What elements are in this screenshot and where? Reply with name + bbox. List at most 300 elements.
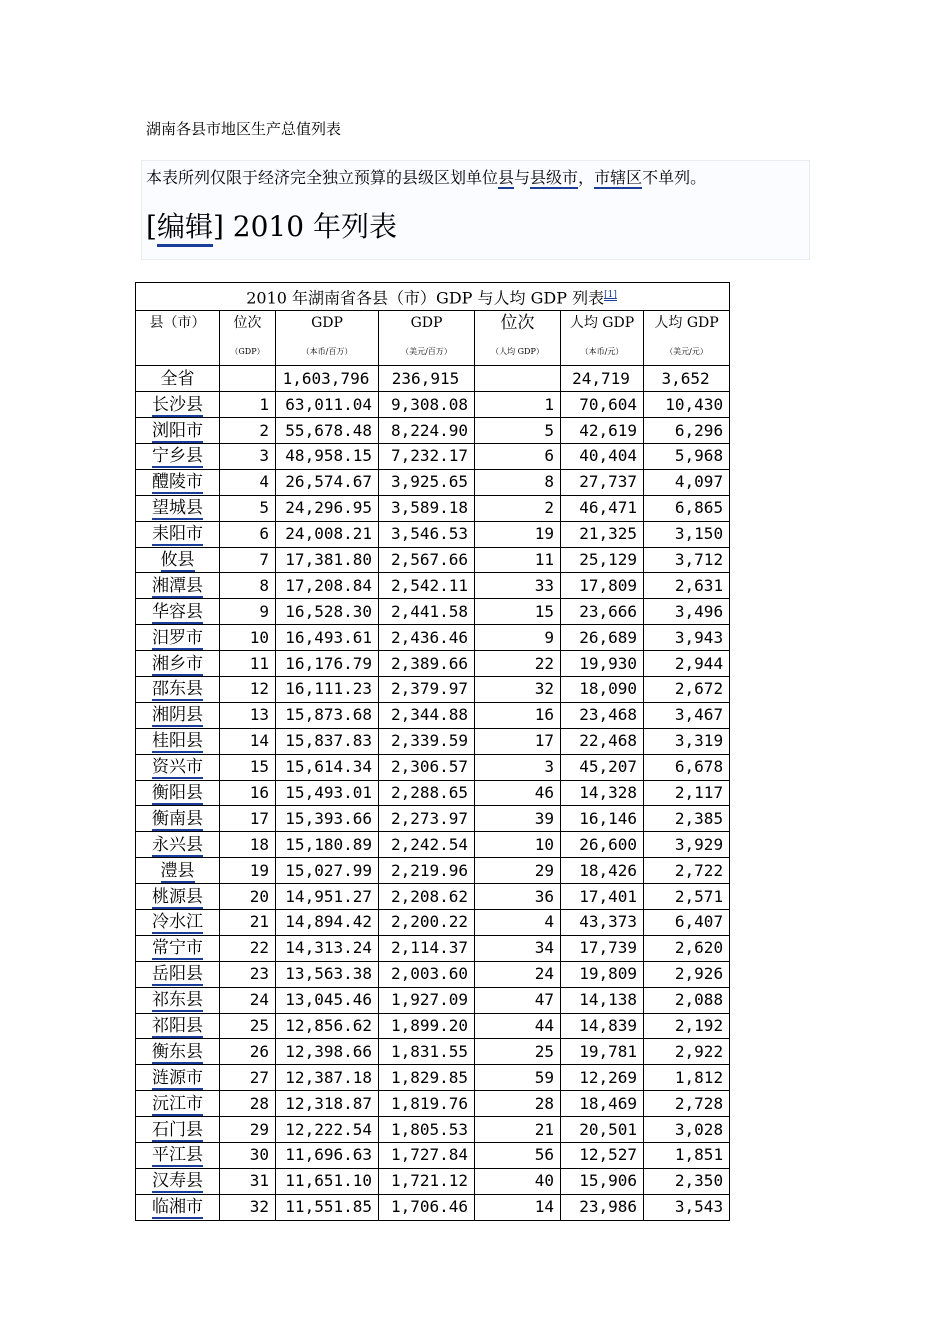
table-cell-rank-pc: 8 [475, 469, 561, 495]
table-cell-pc-usd: 3,319 [644, 728, 730, 754]
table-cell-pc-cny: 42,619 [561, 418, 644, 444]
table-cell-rank: 24 [220, 987, 276, 1013]
table-cell-gdp-cny: 24,008.21 [276, 521, 379, 547]
column-header [220, 311, 276, 366]
table-cell-gdp-usd: 2,242.54 [379, 832, 475, 858]
table-cell-gdp-usd: 1,706.46 [379, 1194, 475, 1220]
table-cell-rank-pc: 47 [475, 987, 561, 1013]
county-link[interactable]: 衡阳县 [152, 783, 203, 804]
table-cell-pc-cny: 14,839 [561, 1013, 644, 1039]
county-link[interactable]: 长沙县 [152, 394, 203, 415]
table-cell-gdp-cny: 12,387.18 [276, 1065, 379, 1091]
county-name-cell [136, 521, 220, 547]
table-cell-gdp-usd: 3,546.53 [379, 521, 475, 547]
county-link[interactable]: 汨罗市 [152, 627, 203, 648]
table-caption-text: 2010 年湖南省各县（市）GDP 与人均 GDP 列表 [246, 288, 605, 308]
table-cell-gdp-usd: 7,232.17 [379, 444, 475, 470]
county-name-cell [136, 702, 220, 728]
column-header [379, 311, 475, 366]
table-cell-gdp-cny: 17,381.80 [276, 547, 379, 573]
table-cell-rank: 32 [220, 1194, 276, 1220]
table-cell-rank: 3 [220, 444, 276, 470]
table-cell-pc-usd: 2,088 [644, 987, 730, 1013]
table-row [136, 961, 730, 987]
table-cell-pc-cny: 23,666 [561, 599, 644, 625]
table-cell-pc-cny: 17,401 [561, 884, 644, 910]
intro-note [146, 165, 706, 188]
table-cell-pc-usd: 4,097 [644, 469, 730, 495]
table-cell-pc-usd: 2,926 [644, 961, 730, 987]
table-cell-gdp-cny: 26,574.67 [276, 469, 379, 495]
table-cell-rank-pc: 21 [475, 1117, 561, 1143]
table-cell-gdp-cny: 15,027.99 [276, 858, 379, 884]
county-name-cell [136, 444, 220, 470]
county-link[interactable]: 永兴县 [152, 834, 203, 855]
table-cell-gdp-cny: 11,551.85 [276, 1194, 379, 1220]
table-cell-rank-pc: 11 [475, 547, 561, 573]
table-cell-rank-pc: 16 [475, 702, 561, 728]
county-link[interactable]: 望城县 [152, 498, 203, 519]
county-name-cell [136, 625, 220, 651]
county-link[interactable]: 衡东县 [152, 1041, 203, 1062]
column-header [136, 311, 220, 366]
table-cell-pc-usd: 2,672 [644, 677, 730, 703]
county-name-cell [136, 1194, 220, 1220]
county-name-cell [136, 806, 220, 832]
county-name-cell [136, 573, 220, 599]
table-cell-gdp-cny: 11,696.63 [276, 1143, 379, 1169]
county-name-cell [136, 935, 220, 961]
table-row [136, 418, 730, 444]
table-row [136, 754, 730, 780]
table-cell-rank-pc: 4 [475, 910, 561, 936]
table-cell-rank: 21 [220, 910, 276, 936]
table-cell-pc-usd: 3,652 [644, 366, 730, 392]
table-cell-gdp-cny: 24,296.95 [276, 495, 379, 521]
county-name-cell [136, 858, 220, 884]
table-cell-rank: 18 [220, 832, 276, 858]
table-cell-gdp-usd: 2,219.96 [379, 858, 475, 884]
table-cell-rank: 27 [220, 1065, 276, 1091]
table-cell-gdp-usd: 2,379.97 [379, 677, 475, 703]
table-cell-gdp-cny: 15,493.01 [276, 780, 379, 806]
table-cell-gdp-cny: 1,603,796 [276, 366, 379, 392]
county-link[interactable]: 祁东县 [152, 990, 203, 1011]
county-link[interactable]: 湘乡市 [152, 653, 203, 674]
county-name-cell [136, 1143, 220, 1169]
table-cell-pc-usd: 3,943 [644, 625, 730, 651]
county-name-cell [136, 392, 220, 418]
table-row [136, 1091, 730, 1117]
table-cell-rank [220, 366, 276, 392]
table-cell-pc-usd: 2,385 [644, 806, 730, 832]
table-cell-gdp-cny: 16,176.79 [276, 651, 379, 677]
table-row [136, 806, 730, 832]
table-cell-pc-cny: 23,986 [561, 1194, 644, 1220]
column-header-unit: （本币/百万） [301, 347, 353, 357]
county-name-cell: 全省 [136, 366, 220, 392]
table-cell-rank-pc: 2 [475, 495, 561, 521]
county-link[interactable]: 攸县 [160, 550, 195, 570]
table-row [136, 469, 730, 495]
table-row [136, 728, 730, 754]
table-cell-pc-cny: 27,737 [561, 469, 644, 495]
table-row [136, 1117, 730, 1143]
county-link[interactable]: 澧县 [160, 860, 195, 881]
table-cell-pc-cny: 17,809 [561, 573, 644, 599]
table-cell-rank: 19 [220, 858, 276, 884]
table-cell-rank-pc: 14 [475, 1194, 561, 1220]
table-cell-rank: 7 [220, 547, 276, 573]
table-cell-pc-cny: 22,468 [561, 728, 644, 754]
table-cell-rank: 26 [220, 1039, 276, 1065]
county-link[interactable]: 衡南县 [152, 808, 203, 829]
table-cell-gdp-usd: 1,819.76 [379, 1091, 475, 1117]
column-header-unit: （人均 GDP） [491, 347, 544, 357]
table-cell-pc-usd: 3,712 [644, 547, 730, 573]
table-row [136, 1013, 730, 1039]
table-row [136, 1039, 730, 1065]
table-cell-rank-pc: 9 [475, 625, 561, 651]
county-link[interactable]: 浏阳市 [152, 420, 203, 441]
table-row [136, 1065, 730, 1091]
table-cell-gdp-usd: 1,805.53 [379, 1117, 475, 1143]
table-cell-gdp-cny: 13,045.46 [276, 987, 379, 1013]
table-cell-pc-cny: 23,468 [561, 702, 644, 728]
table-cell-pc-cny: 14,328 [561, 780, 644, 806]
table-cell-gdp-usd: 2,542.11 [379, 573, 475, 599]
table-cell-rank: 20 [220, 884, 276, 910]
table-cell-pc-cny: 70,604 [561, 392, 644, 418]
table-cell-rank-pc: 29 [475, 858, 561, 884]
table-cell-gdp-usd: 3,925.65 [379, 469, 475, 495]
table-cell-gdp-cny: 12,222.54 [276, 1117, 379, 1143]
table-cell-pc-usd: 2,922 [644, 1039, 730, 1065]
table-cell-gdp-cny: 14,313.24 [276, 935, 379, 961]
table-cell-rank-pc: 15 [475, 599, 561, 625]
county-name-cell [136, 884, 220, 910]
table-cell-rank-pc: 24 [475, 961, 561, 987]
table-cell-gdp-usd: 2,003.60 [379, 961, 475, 987]
county-link[interactable]: 邵东县 [152, 679, 203, 700]
county-name-cell [136, 780, 220, 806]
table-cell-rank: 16 [220, 780, 276, 806]
table-cell-pc-cny: 12,527 [561, 1143, 644, 1169]
county-link[interactable]: 涟源市 [152, 1067, 203, 1088]
table-cell-rank-pc: 59 [475, 1065, 561, 1091]
county-name-cell [136, 1039, 220, 1065]
column-header-label: GDP [311, 315, 343, 332]
county-name-cell [136, 651, 220, 677]
table-cell-gdp-cny: 15,614.34 [276, 754, 379, 780]
table-cell-pc-cny: 17,739 [561, 935, 644, 961]
county-link[interactable]: 平江县 [152, 1145, 203, 1166]
column-header-label: GDP [410, 315, 443, 332]
table-cell-pc-usd: 3,150 [644, 521, 730, 547]
table-cell-rank-pc: 5 [475, 418, 561, 444]
table-body [136, 366, 730, 1220]
table-cell-gdp-usd: 3,589.18 [379, 495, 475, 521]
table-cell-gdp-usd: 2,441.58 [379, 599, 475, 625]
table-row [136, 1143, 730, 1169]
link-county[interactable]: 县 [498, 168, 515, 187]
table-cell-gdp-cny: 48,958.15 [276, 444, 379, 470]
table-cell-gdp-cny: 17,208.84 [276, 573, 379, 599]
table-row [136, 935, 730, 961]
county-link[interactable]: 岳阳县 [152, 964, 203, 985]
table-row [136, 521, 730, 547]
table-cell-rank: 11 [220, 651, 276, 677]
table-cell-rank-pc: 25 [475, 1039, 561, 1065]
county-name-cell [136, 1065, 220, 1091]
section-title: 2010 年列表 [232, 210, 397, 243]
table-cell-gdp-cny: 15,873.68 [276, 702, 379, 728]
link-district[interactable]: 市辖区 [594, 168, 643, 187]
table-cell-rank-pc: 19 [475, 521, 561, 547]
table-cell-rank: 25 [220, 1013, 276, 1039]
county-link[interactable]: 宁乡县 [152, 446, 203, 467]
column-header-unit: （美元/元） [665, 347, 708, 357]
table-cell-pc-cny: 19,930 [561, 651, 644, 677]
table-cell-rank: 13 [220, 702, 276, 728]
table-cell-gdp-usd: 1,727.84 [379, 1143, 475, 1169]
table-cell-pc-usd: 2,620 [644, 935, 730, 961]
table-cell-rank-pc: 40 [475, 1168, 561, 1194]
county-name-cell [136, 1117, 220, 1143]
table-cell-pc-cny: 18,090 [561, 677, 644, 703]
table-row [136, 1168, 730, 1194]
county-link[interactable]: 常宁市 [152, 938, 203, 959]
county-link[interactable]: 祁阳县 [152, 1016, 203, 1037]
table-cell-pc-usd: 6,678 [644, 754, 730, 780]
table-cell-pc-usd: 10,430 [644, 392, 730, 418]
table-cell-rank-pc: 3 [475, 754, 561, 780]
column-header [561, 311, 644, 366]
table-cell-pc-usd: 2,728 [644, 1091, 730, 1117]
table-cell-rank-pc: 39 [475, 806, 561, 832]
table-cell-gdp-cny: 12,856.62 [276, 1013, 379, 1039]
table-cell-gdp-usd: 2,273.97 [379, 806, 475, 832]
table-cell-pc-cny: 45,207 [561, 754, 644, 780]
table-cell-gdp-usd: 8,224.90 [379, 418, 475, 444]
table-cell-rank: 9 [220, 599, 276, 625]
table-row [136, 444, 730, 470]
table-cell-gdp-usd: 236,915 [379, 366, 475, 392]
county-name-cell [136, 469, 220, 495]
table-row [136, 599, 730, 625]
edit-link[interactable]: 编辑 [157, 210, 213, 247]
table-cell-pc-cny: 16,146 [561, 806, 644, 832]
table-cell-pc-cny: 12,269 [561, 1065, 644, 1091]
table-cell-pc-usd: 6,296 [644, 418, 730, 444]
table-row [136, 495, 730, 521]
table-cell-pc-usd: 2,944 [644, 651, 730, 677]
table-cell-rank-pc: 1 [475, 392, 561, 418]
table-cell-pc-cny: 26,689 [561, 625, 644, 651]
table-cell-rank-pc: 56 [475, 1143, 561, 1169]
table-cell-pc-usd: 6,865 [644, 495, 730, 521]
table-cell-gdp-cny: 15,180.89 [276, 832, 379, 858]
table-cell-rank-pc: 33 [475, 573, 561, 599]
document-title: 湖南各县市地区生产总值列表 [146, 120, 342, 138]
county-link[interactable]: 沅江市 [152, 1093, 203, 1114]
column-header [644, 311, 730, 366]
table-row [136, 702, 730, 728]
column-header [276, 311, 379, 366]
table-cell-gdp-usd: 1,721.12 [379, 1168, 475, 1194]
county-link[interactable]: 醴陵市 [152, 472, 203, 493]
table-cell-gdp-usd: 1,829.85 [379, 1065, 475, 1091]
table-cell-rank-pc: 28 [475, 1091, 561, 1117]
table-cell-rank-pc: 34 [475, 935, 561, 961]
table-cell-rank-pc: 44 [475, 1013, 561, 1039]
table-cell-rank: 17 [220, 806, 276, 832]
table-cell-rank: 29 [220, 1117, 276, 1143]
table-cell-pc-usd: 2,631 [644, 573, 730, 599]
county-name-cell [136, 677, 220, 703]
table-row [136, 392, 730, 418]
column-header-unit: （本币/元） [580, 347, 624, 357]
table-caption [136, 283, 730, 311]
column-header [475, 311, 561, 366]
table-cell-gdp-usd: 2,208.62 [379, 884, 475, 910]
table-cell-gdp-cny: 12,398.66 [276, 1039, 379, 1065]
note-text-2: 与 [514, 168, 531, 187]
table-cell-pc-usd: 5,968 [644, 444, 730, 470]
county-link[interactable]: 冷水江 [152, 912, 203, 933]
table-cell-pc-usd: 3,028 [644, 1117, 730, 1143]
table-cell-pc-usd: 2,192 [644, 1013, 730, 1039]
table-cell-gdp-usd: 2,567.66 [379, 547, 475, 573]
note-text-3: ， [578, 168, 595, 187]
table-cell-pc-cny: 25,129 [561, 547, 644, 573]
table-row [136, 677, 730, 703]
table-cell-gdp-cny: 15,393.66 [276, 806, 379, 832]
table-cell-pc-usd: 1,851 [644, 1143, 730, 1169]
county-link[interactable]: 桃源县 [152, 886, 203, 907]
table-row [136, 858, 730, 884]
section-heading [146, 205, 397, 245]
table-row [136, 573, 730, 599]
table-cell-pc-cny: 24,719 [561, 366, 644, 392]
county-name-cell [136, 1168, 220, 1194]
table-cell-rank: 30 [220, 1143, 276, 1169]
table-row [136, 780, 730, 806]
county-name-cell [136, 1013, 220, 1039]
county-name-cell [136, 547, 220, 573]
table-row [136, 625, 730, 651]
county-link[interactable]: 耒阳市 [152, 524, 203, 545]
table-cell-pc-usd: 2,722 [644, 858, 730, 884]
table-cell-gdp-cny: 13,563.38 [276, 961, 379, 987]
table-row [136, 884, 730, 910]
county-link[interactable]: 石门县 [152, 1119, 203, 1140]
column-header-unit: （美元/百万） [401, 347, 452, 357]
table-cell-rank-pc: 22 [475, 651, 561, 677]
table-cell-rank-pc: 46 [475, 780, 561, 806]
gdp-table [135, 282, 730, 1221]
county-link[interactable]: 桂阳县 [152, 731, 203, 752]
table-row [136, 987, 730, 1013]
table-cell-rank: 23 [220, 961, 276, 987]
table-cell-pc-usd: 2,350 [644, 1168, 730, 1194]
table-row [136, 547, 730, 573]
note-text-1: 本表所列仅限于经济完全独立预算的县级区划单位 [146, 168, 499, 187]
table-cell-gdp-usd: 2,339.59 [379, 728, 475, 754]
county-name-cell [136, 910, 220, 936]
table-cell-pc-cny: 43,373 [561, 910, 644, 936]
table-cell-rank-pc: 6 [475, 444, 561, 470]
table-cell-gdp-cny: 55,678.48 [276, 418, 379, 444]
reference-link[interactable]: [1] [604, 290, 617, 300]
county-link[interactable]: 汉寿县 [152, 1171, 203, 1192]
county-name-cell [136, 418, 220, 444]
table-cell-pc-cny: 15,906 [561, 1168, 644, 1194]
table-cell-rank: 10 [220, 625, 276, 651]
link-county-city[interactable]: 县级市 [530, 168, 579, 187]
table-cell-rank: 31 [220, 1168, 276, 1194]
table-cell-gdp-usd: 2,306.57 [379, 754, 475, 780]
table-cell-pc-cny: 19,809 [561, 961, 644, 987]
table-cell-pc-cny: 14,138 [561, 987, 644, 1013]
table-cell-gdp-usd: 2,200.22 [379, 910, 475, 936]
table-cell-gdp-cny: 11,651.10 [276, 1168, 379, 1194]
column-header-label: 位次 [500, 313, 535, 334]
table-cell-gdp-usd: 1,927.09 [379, 987, 475, 1013]
county-name-cell [136, 1091, 220, 1117]
table-caption-row [136, 283, 730, 311]
table-cell-rank: 22 [220, 935, 276, 961]
table-cell-pc-cny: 18,469 [561, 1091, 644, 1117]
county-link[interactable]: 临湘市 [152, 1197, 203, 1218]
table-cell-gdp-usd: 2,389.66 [379, 651, 475, 677]
table-cell-pc-cny: 18,426 [561, 858, 644, 884]
column-header-label: 县（市） [149, 315, 206, 332]
county-link[interactable]: 湘阴县 [152, 705, 203, 726]
table-cell-gdp-cny: 14,894.42 [276, 910, 379, 936]
table-cell-gdp-usd: 2,114.37 [379, 935, 475, 961]
county-name-cell [136, 987, 220, 1013]
county-name-cell [136, 495, 220, 521]
table-cell-pc-cny: 46,471 [561, 495, 644, 521]
bracket-open: [ [146, 210, 157, 243]
table-cell-pc-usd: 2,571 [644, 884, 730, 910]
table-cell-rank: 1 [220, 392, 276, 418]
table-cell-rank: 12 [220, 677, 276, 703]
county-link[interactable]: 湘潭县 [152, 575, 203, 596]
county-link[interactable]: 资兴市 [152, 757, 203, 778]
table-cell-rank: 8 [220, 573, 276, 599]
county-name-cell [136, 754, 220, 780]
county-link[interactable]: 华容县 [152, 601, 203, 622]
table-cell-pc-cny: 40,404 [561, 444, 644, 470]
table-cell-pc-usd: 3,543 [644, 1194, 730, 1220]
table-cell-rank: 28 [220, 1091, 276, 1117]
table-cell-rank: 14 [220, 728, 276, 754]
table-row [136, 832, 730, 858]
table-cell-pc-usd: 3,929 [644, 832, 730, 858]
column-header-label: 位次 [233, 315, 262, 332]
table-cell-rank: 5 [220, 495, 276, 521]
table-cell-pc-cny: 19,781 [561, 1039, 644, 1065]
county-name-cell [136, 599, 220, 625]
table-row [136, 651, 730, 677]
table-cell-gdp-usd: 2,436.46 [379, 625, 475, 651]
table-cell-pc-cny: 26,600 [561, 832, 644, 858]
table-cell-pc-usd: 3,467 [644, 702, 730, 728]
table-cell-rank: 2 [220, 418, 276, 444]
table-cell-rank: 15 [220, 754, 276, 780]
